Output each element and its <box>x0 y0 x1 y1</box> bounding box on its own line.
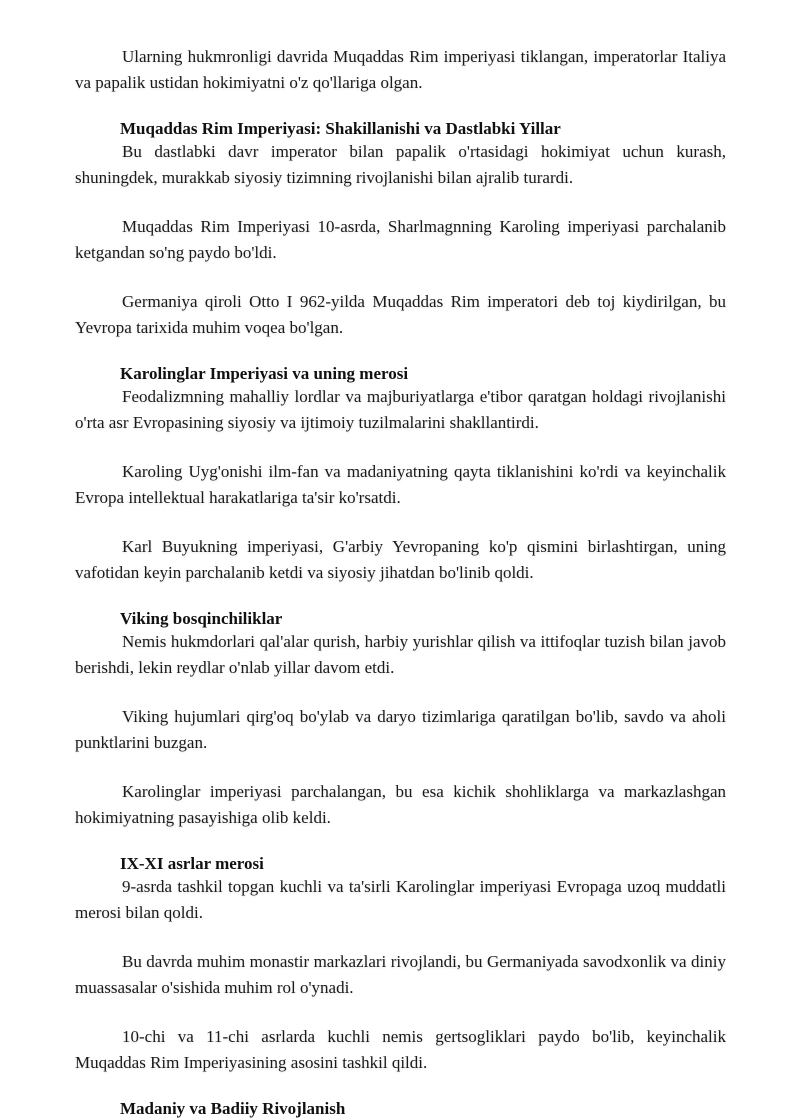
paragraph: Karl Buyukning imperiyasi, G'arbiy Yevropaning ko'p qismini birlashtirgan, uning vafotidan keyin parchalanib ketdi va siyosiy jihatdan bo'linib qoldi. <box>75 537 726 582</box>
paragraph: Muqaddas Rim Imperiyasi 10-asrda, Sharlmagnning Karoling imperiyasi parchalanib ketgandan so'ng paydo bo'ldi. <box>75 217 726 262</box>
paragraph: Nemis hukmdorlari qal'alar qurish, harbiy yurishlar qilish va ittifoqlar tuzish bilan javob berishdi, lekin reydlar o'nlab yillar davom etdi. <box>75 632 726 677</box>
paragraph: Feodalizmning mahalliy lordlar va majburiyatlarga e'tibor qaratgan holdagi rivojlanishi o'rta asr Evropasining siyosiy va ijtimoiy tuzilmalarini shakllantirdi. <box>75 387 726 432</box>
section-heading: Muqaddas Rim Imperiyasi: Shakillanishi va Dastlabki Yillar <box>120 119 561 138</box>
paragraph: Bu dastlabki davr imperator bilan papalik o'rtasidagi hokimiyat uchun kurash, shuningdek, murakkab siyosiy tizimning rivojlanishi bilan ajralib turardi. <box>75 142 726 187</box>
paragraph: Viking hujumlari qirg'oq bo'ylab va daryo tizimlariga qaratilgan bo'lib, savdo va aholi punktlarini buzgan. <box>75 707 726 752</box>
section-holy-roman-empire <box>75 119 726 341</box>
paragraph: Bu davrda muhim monastir markazlari rivojlandi, bu Germaniyada savodxonlik va diniy muassasalar o'sishida muhim rol o'ynadi. <box>75 952 726 997</box>
section-heading: Madaniy va Badiiy Rivojlanish <box>120 1099 346 1118</box>
section-carolingian-empire <box>75 364 726 586</box>
section-heading: Karolinglar Imperiyasi va uning merosi <box>120 364 409 383</box>
section-heading: Viking bosqinchiliklar <box>120 609 283 628</box>
paragraph: Germaniya qiroli Otto I 962-yilda Muqaddas Rim imperatori deb toj kiydirilgan, bu Yevropa tarixida muhim voqea bo'lgan. <box>75 292 726 337</box>
document-page <box>75 44 726 1119</box>
section-cultural-development <box>75 1099 726 1119</box>
paragraph: 9-asrda tashkil topgan kuchli va ta'sirli Karolinglar imperiyasi Evropaga uzoq muddatli merosi bilan qoldi. <box>75 877 726 922</box>
intro-paragraph: Ularning hukmronligi davrida Muqaddas Rim imperiyasi tiklangan, imperatorlar Italiya va papalik ustidan hokimiyatni o'z qo'llariga olgan. <box>75 47 726 92</box>
paragraph: Karoling Uyg'onishi ilm-fan va madaniyatning qayta tiklanishini ko'rdi va keyinchalik Evropa intellektual harakatlariga ta'sir ko'rsatdi. <box>75 462 726 507</box>
paragraph: 10-chi va 11-chi asrlarda kuchli nemis gertsogliklari paydo bo'lib, keyinchalik Muqaddas Rim Imperiyasining asosini tashkil qildi. <box>75 1027 726 1072</box>
section-heading: IX-XI asrlar merosi <box>120 854 264 873</box>
section-viking-invasions <box>75 609 726 831</box>
section-legacy-9-11-centuries <box>75 854 726 1076</box>
paragraph: Karolinglar imperiyasi parchalangan, bu esa kichik shohliklarga va markazlashgan hokimiyatning pasayishiga olib keldi. <box>75 782 726 827</box>
